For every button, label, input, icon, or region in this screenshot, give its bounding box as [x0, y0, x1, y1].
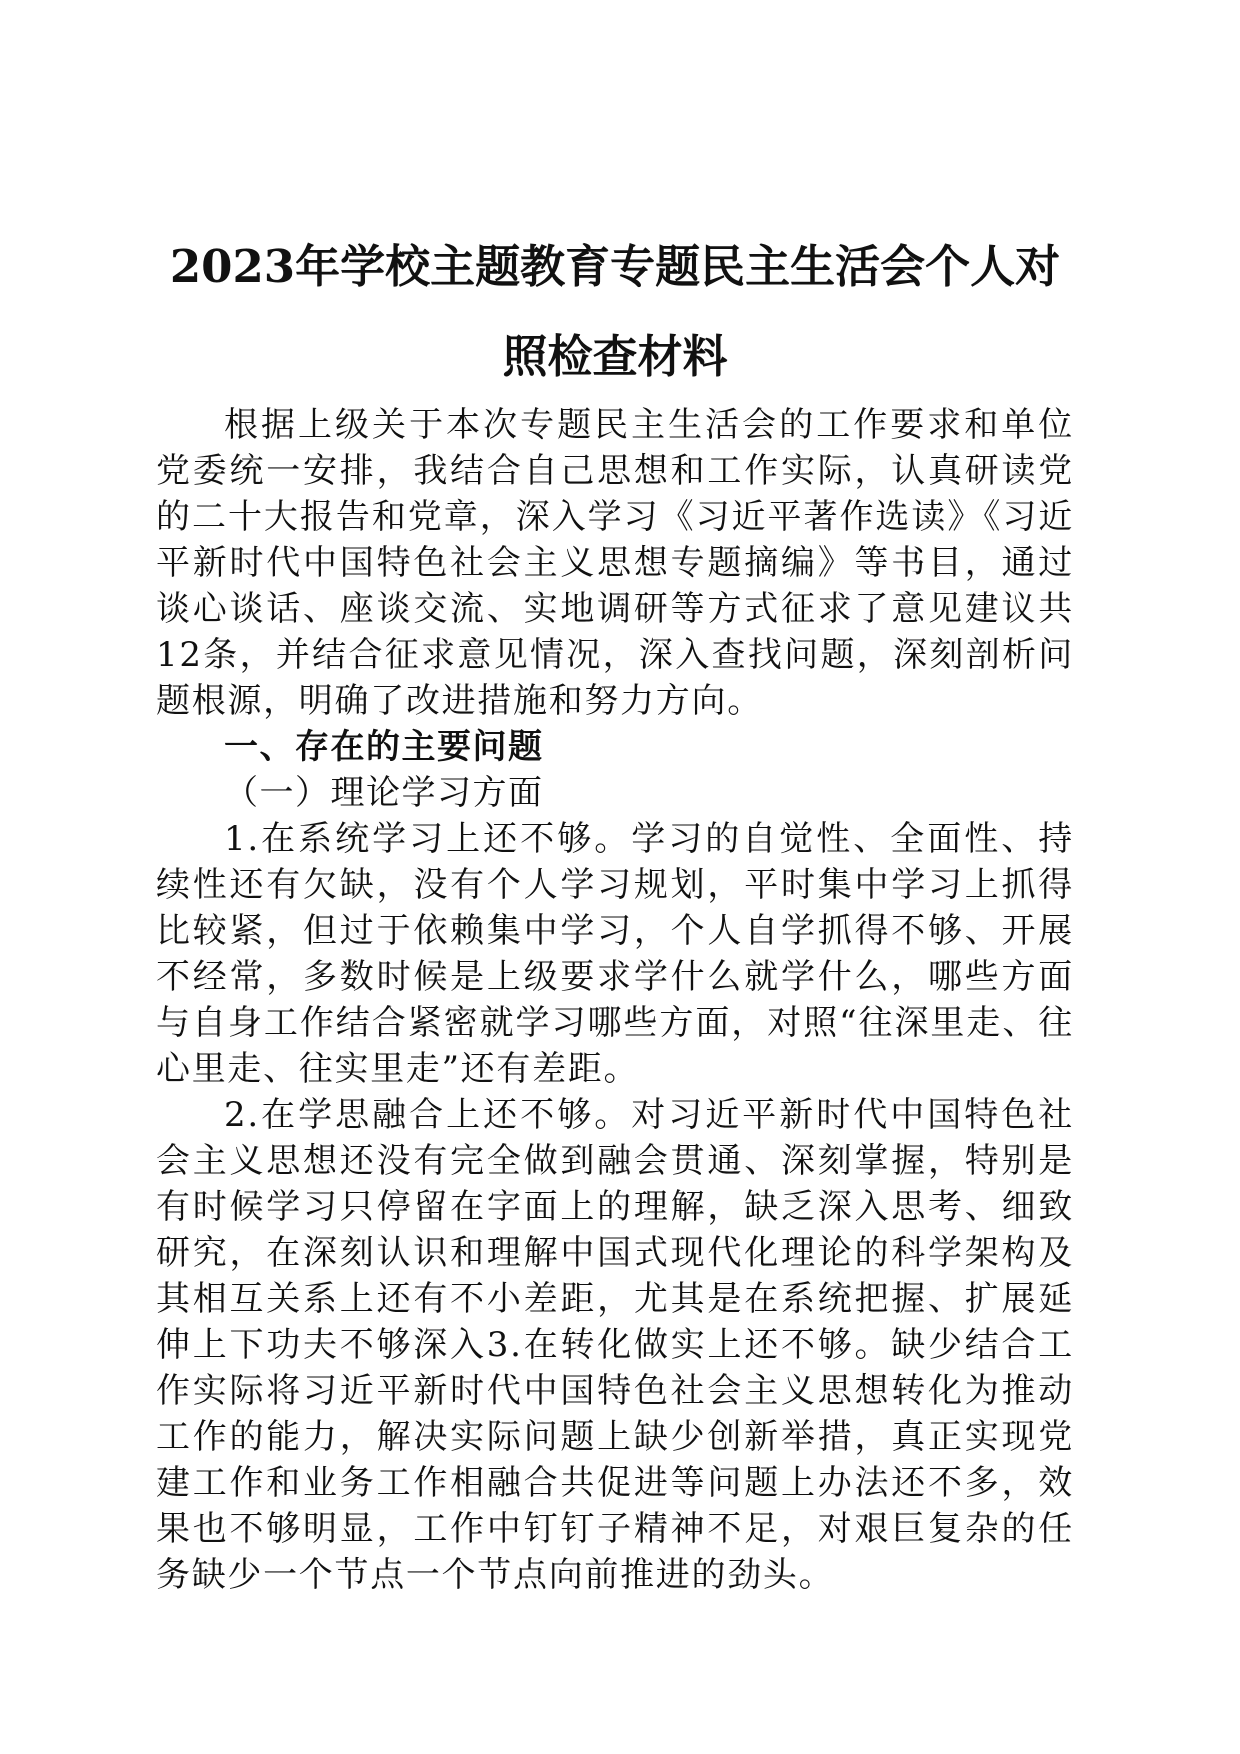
section-heading: 一、存在的主要问题 — [224, 727, 544, 767]
intro-paragraph: 根据上级关于本次专题民主生活会的工作要求和单位党委统一安排，我结合自己思想和工作实际，认真研读党的二十大报告和党章，深入学习《习近平著作选读》《习近平新时代中国特色社会主义思想专题摘编》等书目，通过谈心谈话、座谈交流、实地调研等方式征求了意见建议共12条，并结合征求意见情况，深入查找问题，深刻剖析问题根源，明确了改进措施和努力方向。 — [156, 405, 1074, 721]
document-title: 2023年学校主题教育专题民主生活会个人对照检查材料 — [169, 240, 1061, 383]
item-paragraph-1: 1.在系统学习上还不够。学习的自觉性、全面性、持续性还有欠缺，没有个人学习规划，平时集中学习上抓得比较紧，但过于依赖集中学习，个人自学抓得不够、开展不经常，多数时候是上级要求学什么就学什么，哪些方面与自身工作结合紧密就学习哪些方面，对照“往深里走、往心里走、往实里走”还有差距。 — [156, 819, 1074, 1089]
document-page — [156, 222, 1074, 1598]
subsection-heading: （一）理论学习方面 — [224, 773, 544, 813]
item-paragraph-2: 2.在学思融合上还不够。对习近平新时代中国特色社会主义思想还没有完全做到融会贯通、深刻掌握，特别是有时候学习只停留在字面上的理解，缺乏深入思考、细致研究，在深刻认识和理解中国式现代化理论的科学架构及其相互关系上还有不小差距，尤其是在系统把握、扩展延伸上下功夫不够深入3.在转化做实上还不够。缺少结合工作实际将习近平新时代中国特色社会主义思想转化为推动工作的能力，解决实际问题上缺少创新举措，真正实现党建工作和业务工作相融合共促进等问题上办法还不多，效果也不够明显，工作中钉钉子精神不足，对艰巨复杂的任务缺少一个节点一个节点向前推进的劲头。 — [156, 1095, 1074, 1595]
